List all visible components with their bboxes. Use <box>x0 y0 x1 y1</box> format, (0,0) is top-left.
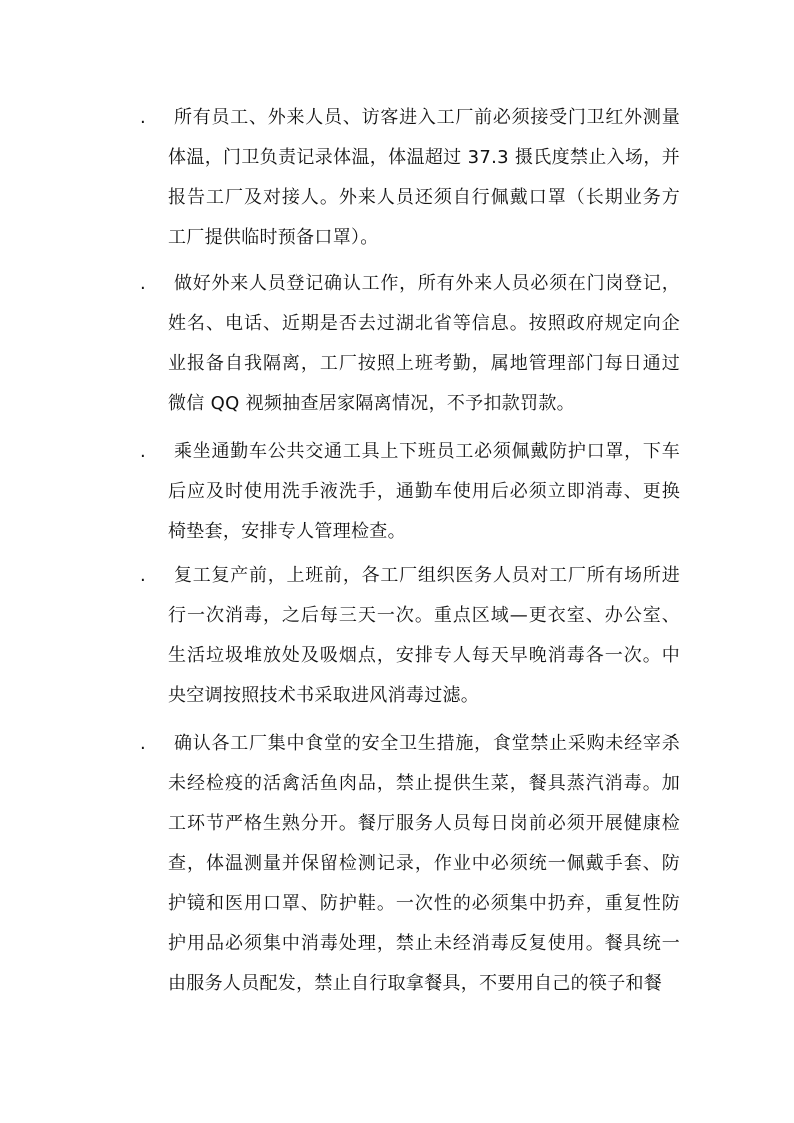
bullet-marker: . <box>140 273 146 294</box>
bullet-marker: . <box>140 565 146 586</box>
bullet-marker: . <box>140 441 146 462</box>
paragraph: 乘坐通勤车公共交通工具上下班员工必须佩戴防护口罩，下车后应及时使用洗手液洗手，通勤车使用后必须立即消毒、更换椅垫套，安排专人管理检查。 <box>168 441 680 542</box>
bullet-marker: . <box>140 733 146 754</box>
paragraph: 做好外来人员登记确认工作，所有外来人员必须在门岗登记，姓名、电话、近期是否去过湖北省等信息。按照政府规定向企业报备自我隔离，工厂按照上班考勤，属地管理部门每日通过微信 QQ 视频抽查居家隔离情况，不予扣款罚款。 <box>168 273 680 414</box>
paragraph: 所有员工、外来人员、访客进入工厂前必须接受门卫红外测量体温，门卫负责记录体温，体温超过 37.3 摄氏度禁止入场，并报告工厂及对接人。外来人员还须自行佩戴口罩（长期业务方工厂提供临时预备口罩）。 <box>168 107 680 248</box>
paragraph: 确认各工厂集中食堂的安全卫生措施，食堂禁止采购未经宰杀未经检疫的活禽活鱼肉品，禁止提供生菜，餐具蒸汽消毒。加工环节严格生熟分开。餐厅服务人员每日岗前必须开展健康检查，体温测量并保留检测记录，作业中必须统一佩戴手套、防护镜和医用口罩、防护鞋。一次性的必须集中扔弃，重复性防护用品必须集中消毒处理，禁止未经消毒反复使用。餐具统一由服务人员配发，禁止自行取拿餐具，不要用自己的筷子和餐 <box>168 733 680 994</box>
bullet-marker: . <box>140 107 146 128</box>
paragraph: 复工复产前，上班前，各工厂组织医务人员对工厂所有场所进行一次消毒，之后每三天一次。重点区域—更衣室、办公室、生活垃圾堆放处及吸烟点，安排专人每天早晚消毒各一次。中央空调按照技术书采取进风消毒过滤。 <box>168 565 680 706</box>
